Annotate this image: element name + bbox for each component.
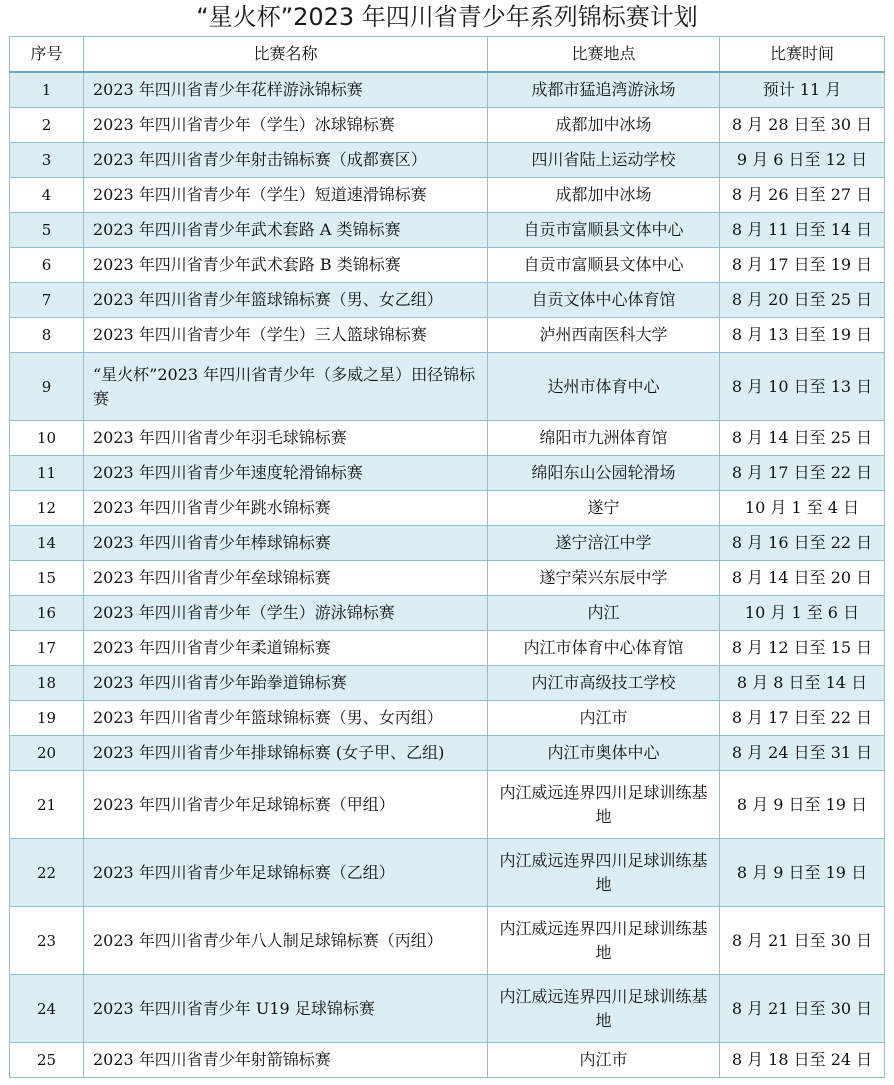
table-row: [10, 72, 885, 108]
cell-time: 8 月 24 日至 31 日: [720, 736, 885, 771]
table-row: [10, 839, 885, 907]
header-no: 序号: [10, 37, 84, 73]
cell-place: 内江市体育中心体育馆: [488, 631, 720, 666]
cell-name: 2023 年四川省青少年（学生）游泳锦标赛: [84, 596, 488, 631]
table-row: [10, 526, 885, 561]
header-time: 比赛时间: [720, 37, 885, 73]
cell-place: 内江市高级技工学校: [488, 666, 720, 701]
cell-place: 内江威远连界四川足球训练基地: [488, 839, 720, 907]
cell-name: “星火杯”2023 年四川省青少年（多威之星）田径锦标赛: [84, 353, 488, 421]
page-title: “星火杯”2023 年四川省青少年系列锦标赛计划: [196, 3, 698, 31]
cell-no: 23: [10, 907, 84, 975]
cell-name: 2023 年四川省青少年柔道锦标赛: [84, 631, 488, 666]
cell-time: 8 月 12 日至 15 日: [720, 631, 885, 666]
cell-time: 8 月 8 日至 14 日: [720, 666, 885, 701]
table-row: [10, 1043, 885, 1078]
cell-no: 5: [10, 213, 84, 248]
table-row: [10, 771, 885, 839]
table-row: [10, 666, 885, 701]
cell-time: 8 月 13 日至 19 日: [720, 318, 885, 353]
table-row: [10, 456, 885, 491]
cell-place: 绵阳东山公园轮滑场: [488, 456, 720, 491]
cell-name: 2023 年四川省青少年排球锦标赛 (女子甲、乙组): [84, 736, 488, 771]
cell-no: 19: [10, 701, 84, 736]
header-name: 比赛名称: [84, 37, 488, 73]
cell-place: 四川省陆上运动学校: [488, 143, 720, 178]
cell-place: 成都加中冰场: [488, 108, 720, 143]
cell-place: 成都加中冰场: [488, 178, 720, 213]
cell-time: 8 月 18 日至 24 日: [720, 1043, 885, 1078]
cell-name: 2023 年四川省青少年八人制足球锦标赛（丙组）: [84, 907, 488, 975]
cell-no: 24: [10, 975, 84, 1043]
cell-no: 14: [10, 526, 84, 561]
cell-place: 自贡文体中心体育馆: [488, 283, 720, 318]
table-body: [10, 72, 885, 1078]
cell-time: 8 月 14 日至 25 日: [720, 421, 885, 456]
cell-name: 2023 年四川省青少年武术套路 A 类锦标赛: [84, 213, 488, 248]
cell-name: 2023 年四川省青少年（学生）三人篮球锦标赛: [84, 318, 488, 353]
table-row: [10, 213, 885, 248]
cell-place: 内江威远连界四川足球训练基地: [488, 771, 720, 839]
table-row: [10, 631, 885, 666]
cell-time: 8 月 11 日至 14 日: [720, 213, 885, 248]
cell-name: 2023 年四川省青少年射击锦标赛（成都赛区）: [84, 143, 488, 178]
cell-name: 2023 年四川省青少年（学生）冰球锦标赛: [84, 108, 488, 143]
table-row: [10, 143, 885, 178]
cell-time: 9 月 6 日至 12 日: [720, 143, 885, 178]
cell-time: 8 月 16 日至 22 日: [720, 526, 885, 561]
cell-time: 8 月 10 日至 13 日: [720, 353, 885, 421]
cell-place: 达州市体育中心: [488, 353, 720, 421]
cell-place: 内江市: [488, 1043, 720, 1078]
cell-time: 8 月 17 日至 22 日: [720, 701, 885, 736]
cell-place: 成都市猛追湾游泳场: [488, 72, 720, 108]
cell-name: 2023 年四川省青少年足球锦标赛（甲组）: [84, 771, 488, 839]
cell-place: 内江威远连界四川足球训练基地: [488, 907, 720, 975]
cell-name: 2023 年四川省青少年棒球锦标赛: [84, 526, 488, 561]
cell-place: 遂宁荣兴东辰中学: [488, 561, 720, 596]
cell-place: 内江威远连界四川足球训练基地: [488, 975, 720, 1043]
cell-time: 8 月 17 日至 19 日: [720, 248, 885, 283]
cell-name: 2023 年四川省青少年篮球锦标赛（男、女乙组）: [84, 283, 488, 318]
table-row: [10, 975, 885, 1043]
schedule-table: [9, 36, 885, 1078]
cell-no: 9: [10, 353, 84, 421]
cell-no: 3: [10, 143, 84, 178]
table-row: [10, 353, 885, 421]
table-row: [10, 491, 885, 526]
cell-no: 11: [10, 456, 84, 491]
cell-name: 2023 年四川省青少年射箭锦标赛: [84, 1043, 488, 1078]
header-place: 比赛地点: [488, 37, 720, 73]
cell-no: 17: [10, 631, 84, 666]
cell-time: 8 月 17 日至 22 日: [720, 456, 885, 491]
cell-name: 2023 年四川省青少年篮球锦标赛（男、女丙组）: [84, 701, 488, 736]
cell-time: 预计 11 月: [720, 72, 885, 108]
cell-no: 10: [10, 421, 84, 456]
cell-no: 20: [10, 736, 84, 771]
cell-no: 16: [10, 596, 84, 631]
cell-place: 绵阳市九洲体育馆: [488, 421, 720, 456]
table-header-row: [10, 37, 885, 73]
cell-place: 内江市: [488, 701, 720, 736]
table-row: [10, 421, 885, 456]
cell-no: 12: [10, 491, 84, 526]
cell-no: 6: [10, 248, 84, 283]
cell-name: 2023 年四川省青少年垒球锦标赛: [84, 561, 488, 596]
cell-no: 7: [10, 283, 84, 318]
cell-time: 8 月 9 日至 19 日: [720, 771, 885, 839]
cell-place: 遂宁涪江中学: [488, 526, 720, 561]
cell-name: 2023 年四川省青少年羽毛球锦标赛: [84, 421, 488, 456]
cell-time: 10 月 1 至 6 日: [720, 596, 885, 631]
cell-place: 自贡市富顺县文体中心: [488, 248, 720, 283]
cell-name: 2023 年四川省青少年（学生）短道速滑锦标赛: [84, 178, 488, 213]
table-row: [10, 108, 885, 143]
cell-name: 2023 年四川省青少年跳水锦标赛: [84, 491, 488, 526]
cell-no: 25: [10, 1043, 84, 1078]
table-row: [10, 596, 885, 631]
table-row: [10, 283, 885, 318]
cell-name: 2023 年四川省青少年速度轮滑锦标赛: [84, 456, 488, 491]
cell-time: 8 月 21 日至 30 日: [720, 975, 885, 1043]
cell-time: 8 月 26 日至 27 日: [720, 178, 885, 213]
cell-name: 2023 年四川省青少年 U19 足球锦标赛: [84, 975, 488, 1043]
cell-name: 2023 年四川省青少年足球锦标赛（乙组）: [84, 839, 488, 907]
cell-place: 泸州西南医科大学: [488, 318, 720, 353]
cell-time: 8 月 14 日至 20 日: [720, 561, 885, 596]
cell-time: 10 月 1 至 4 日: [720, 491, 885, 526]
cell-name: 2023 年四川省青少年武术套路 B 类锦标赛: [84, 248, 488, 283]
table-row: [10, 178, 885, 213]
cell-no: 18: [10, 666, 84, 701]
table-row: [10, 561, 885, 596]
cell-no: 8: [10, 318, 84, 353]
cell-time: 8 月 21 日至 30 日: [720, 907, 885, 975]
cell-no: 2: [10, 108, 84, 143]
cell-name: 2023 年四川省青少年跆拳道锦标赛: [84, 666, 488, 701]
cell-no: 21: [10, 771, 84, 839]
table-row: [10, 701, 885, 736]
cell-no: 4: [10, 178, 84, 213]
cell-no: 1: [10, 72, 84, 108]
table-row: [10, 736, 885, 771]
table-row: [10, 318, 885, 353]
cell-time: 8 月 20 日至 25 日: [720, 283, 885, 318]
cell-time: 8 月 9 日至 19 日: [720, 839, 885, 907]
cell-name: 2023 年四川省青少年花样游泳锦标赛: [84, 72, 488, 108]
cell-place: 内江市奥体中心: [488, 736, 720, 771]
table-row: [10, 248, 885, 283]
cell-no: 15: [10, 561, 84, 596]
cell-place: 内江: [488, 596, 720, 631]
cell-time: 8 月 28 日至 30 日: [720, 108, 885, 143]
cell-place: 自贡市富顺县文体中心: [488, 213, 720, 248]
cell-no: 22: [10, 839, 84, 907]
cell-place: 遂宁: [488, 491, 720, 526]
table-row: [10, 907, 885, 975]
